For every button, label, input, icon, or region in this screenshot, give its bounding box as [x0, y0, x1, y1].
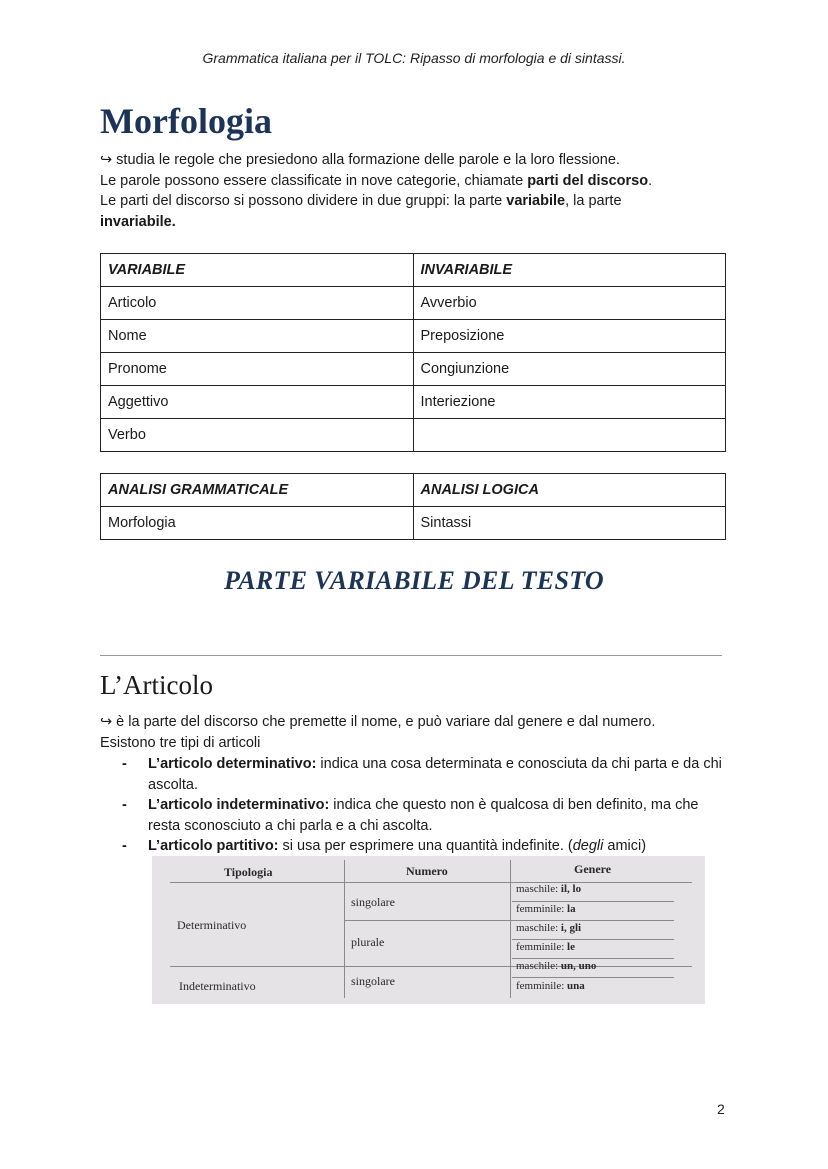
table-rule	[170, 966, 692, 967]
list-item-text: indica una cosa determinata e conosciuta da chi parta e da chi ascolta.	[148, 756, 722, 793]
table-row	[101, 320, 726, 353]
table-cell	[413, 419, 726, 452]
intro-line-2	[100, 171, 740, 192]
table-rule	[510, 860, 511, 998]
table-header-cell: INVARIABILE	[413, 254, 726, 287]
list-item	[122, 836, 722, 857]
genere-label: femminile:	[516, 903, 568, 915]
intro-line-3	[100, 191, 740, 232]
horizontal-divider	[100, 655, 722, 656]
photo-cell-plurale: plurale	[351, 935, 385, 949]
photo-cell-indeterminativo: Indeterminativo	[179, 979, 256, 993]
table-row	[101, 287, 726, 320]
photo-cell-genere	[516, 883, 581, 895]
intro-text: , la parte	[565, 193, 622, 209]
list-item-term: L’articolo partitivo:	[148, 838, 279, 854]
list-item-term: L’articolo determinativo:	[148, 756, 317, 772]
photo-cell-determinativo: Determinativo	[177, 918, 247, 932]
genere-article: il, lo	[560, 883, 582, 895]
table-header-cell: ANALISI GRAMMATICALE	[101, 474, 414, 507]
genere-article: un, uno	[560, 960, 597, 972]
genere-label: maschile:	[516, 960, 561, 972]
genere-article: una	[567, 980, 585, 992]
photo-cell-singolare: singolare	[351, 974, 395, 988]
genere-label: maschile:	[516, 883, 561, 895]
table-row	[101, 507, 726, 540]
intro-paragraph	[100, 150, 740, 232]
list-item-text: indica che questo non è qualcosa di ben definito, ma che resta sconosciuto a chi parla e a chi ascolta.	[148, 797, 699, 834]
list-item	[122, 795, 722, 836]
table-rule	[512, 901, 674, 902]
intro-bold-term: invariabile.	[100, 213, 176, 230]
table-row	[101, 353, 726, 386]
article-table-photo	[152, 856, 705, 1004]
table-header-row	[101, 254, 726, 287]
intro-text: Le parti del discorso si possono dividere in due gruppi: la parte	[100, 193, 507, 209]
table-rule	[344, 860, 345, 998]
table-header-cell: VARIABILE	[101, 254, 414, 287]
table-rule	[512, 958, 674, 959]
articolo-intro	[100, 712, 740, 753]
list-dash: -	[122, 797, 127, 813]
genere-label: maschile:	[516, 922, 561, 934]
articolo-line-2: Esistono tre tipi di articoli	[100, 734, 261, 751]
genere-label: femminile:	[516, 941, 568, 953]
list-dash: -	[122, 838, 127, 854]
photo-cell-genere	[516, 922, 581, 934]
section-title: PARTE VARIABILE DEL TESTO	[223, 566, 604, 595]
page-header: Grammatica italiana per il TOLC: Ripasso di morfologia e di sintassi.	[202, 50, 626, 66]
table-rule	[512, 977, 674, 978]
table-cell: Morfologia	[101, 507, 414, 540]
photo-header-tipologia: Tipologia	[224, 865, 273, 879]
table-row	[101, 419, 726, 452]
intro-text: Le parole possono essere classificate in nove categorie, chiamate	[100, 172, 528, 189]
analysis-table	[100, 473, 726, 540]
table-cell: Pronome	[101, 353, 414, 386]
genere-article: le	[567, 941, 575, 953]
intro-text: .	[648, 172, 653, 189]
photo-header-genere: Genere	[574, 862, 612, 876]
articolo-line-1: ↪ è la parte del discorso che premette il nome, e può variare dal genere e dal numero.	[100, 714, 656, 730]
table-rule	[512, 920, 674, 921]
list-dash: -	[122, 756, 127, 772]
photo-cell-genere	[516, 941, 575, 953]
articolo-heading: L’Articolo	[100, 670, 213, 700]
photo-cell-genere	[516, 903, 576, 915]
photo-cell-singolare: singolare	[351, 895, 395, 909]
table-cell: Avverbio	[413, 287, 726, 320]
table-cell: Aggettivo	[101, 386, 414, 419]
intro-bold-term: variabile	[506, 193, 566, 209]
table-cell: Sintassi	[413, 507, 726, 540]
table-rule	[170, 882, 692, 883]
list-item-text: si usa per esprimere una quantità indefinite. (	[278, 838, 573, 854]
page-title: Morfologia	[100, 101, 272, 141]
table-rule	[512, 939, 674, 940]
table-header-row	[101, 474, 726, 507]
intro-bold-term: parti del discorso	[527, 172, 649, 189]
table-cell: Verbo	[101, 419, 414, 452]
table-cell: Articolo	[101, 287, 414, 320]
table-rule	[344, 920, 512, 921]
photo-cell-genere	[516, 980, 585, 992]
genere-article: la	[567, 903, 576, 915]
list-item	[122, 754, 722, 795]
table-cell: Congiunzione	[413, 353, 726, 386]
parts-of-speech-table	[100, 253, 726, 452]
intro-line-1: ↪ studia le regole che presiedono alla formazione delle parole e la loro flessione.	[100, 152, 620, 168]
table-row	[101, 386, 726, 419]
table-header-cell: ANALISI LOGICA	[413, 474, 726, 507]
list-item-text: amici)	[603, 838, 647, 854]
genere-article: i, gli	[560, 922, 582, 934]
list-item-term: L’articolo indeterminativo:	[148, 797, 330, 813]
page-number: 2	[717, 1101, 725, 1117]
genere-label: femminile:	[516, 980, 568, 992]
table-cell: Interiezione	[413, 386, 726, 419]
table-cell: Preposizione	[413, 320, 726, 353]
list-item-example: degli	[572, 838, 604, 854]
photo-cell-genere	[516, 960, 596, 972]
table-cell: Nome	[101, 320, 414, 353]
photo-header-numero: Numero	[406, 864, 448, 878]
article-types-list	[122, 754, 722, 857]
